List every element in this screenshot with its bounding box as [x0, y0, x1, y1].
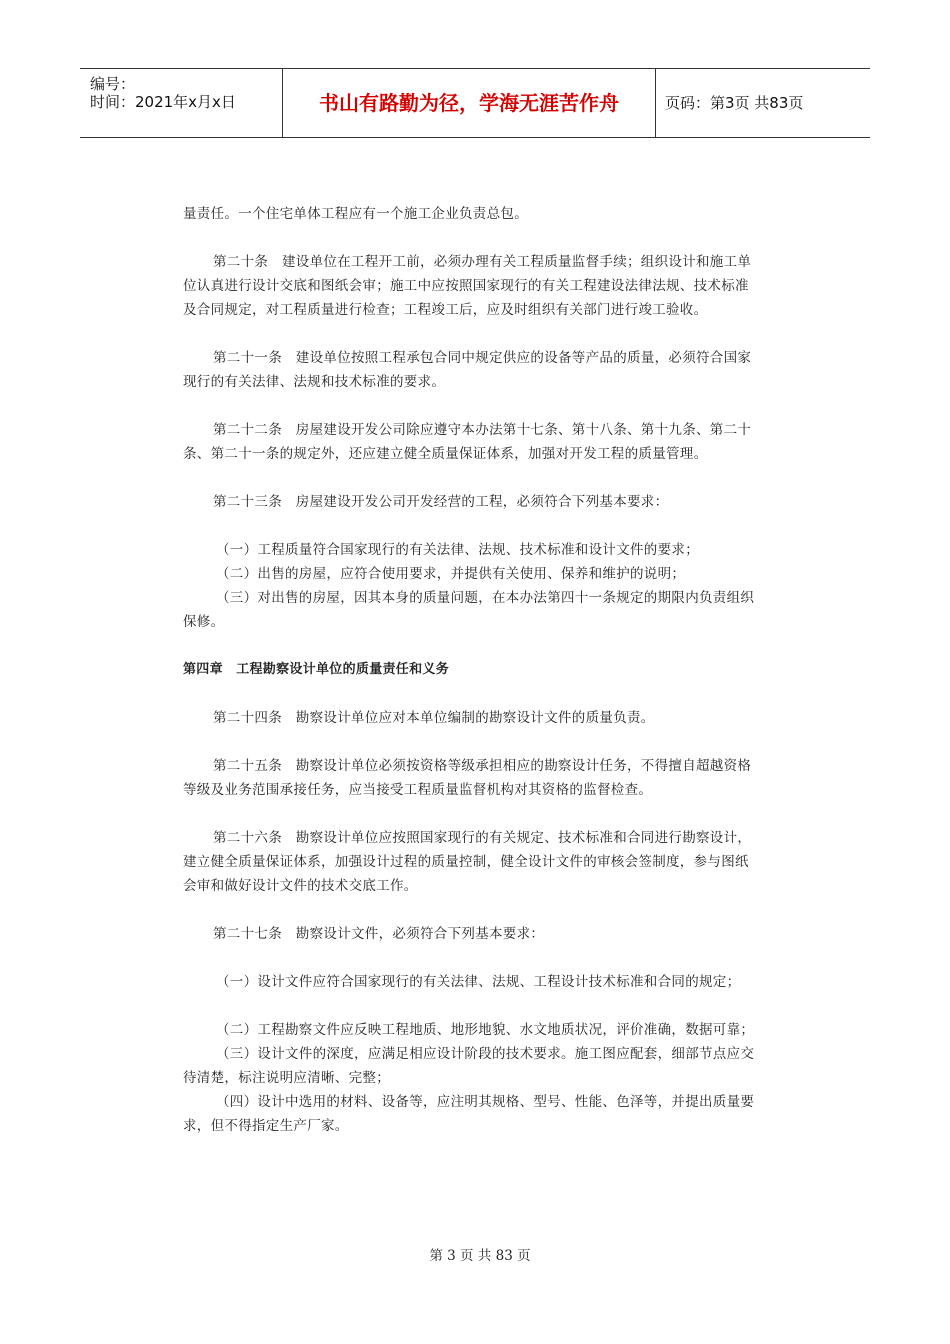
list-item: （一）工程质量符合国家现行的有关法律、法规、技术标准和设计文件的要求；	[216, 542, 699, 558]
article-27: 第二十七条 勘察设计文件，必须符合下列基本要求：	[213, 926, 545, 942]
footer-page-number: 第 3 页 共 83 页	[429, 1248, 531, 1264]
document-body	[183, 202, 761, 1138]
header-motto: 书山有路勤为径，学海无涯苦作舟	[282, 69, 656, 137]
header-page-number: 页码：第3页 共83页	[665, 94, 804, 112]
page-footer	[0, 1244, 950, 1264]
article-22: 第二十二条 房屋建设开发公司除应遵守本办法第十七条、第十八条、第十九条、第二十条、第二十一条的规定外，还应建立健全质量保证体系，加强对开发工程的质量管理。	[183, 422, 752, 462]
document-number-label: 编号：	[90, 75, 136, 93]
list-item: （一）设计文件应符合国家现行的有关法律、法规、工程设计技术标准和合同的规定；	[216, 974, 741, 990]
article-20: 第二十条 建设单位在工程开工前，必须办理有关工程质量监督手续；组织设计和施工单位认真进行设计交底和图纸会审；施工中应按照国家现行的有关工程建设法律法规、技术标准及合同规定，对工程质量进行检查；工程竣工后，应及时组织有关部门进行竣工验收。	[183, 254, 752, 318]
document-date: 时间：2021年x月x日	[90, 93, 236, 111]
list-item: （三）设计文件的深度，应满足相应设计阶段的技术要求。施工图应配套，细部节点应交待清楚，标注说明应清晰、完整；	[183, 1046, 755, 1086]
article-24: 第二十四条 勘察设计单位应对本单位编制的勘察设计文件的质量负责。	[213, 710, 655, 726]
article-21: 第二十一条 建设单位按照工程承包合同中规定供应的设备等产品的质量，必须符合国家现行的有关法律、法规和技术标准的要求。	[183, 350, 752, 390]
list-item: （二）工程勘察文件应反映工程地质、地形地貌、水文地质状况，评价准确，数据可靠；	[216, 1022, 755, 1038]
article-23: 第二十三条 房屋建设开发公司开发经营的工程，必须符合下列基本要求：	[213, 494, 669, 510]
header-meta	[80, 69, 282, 137]
list-item: （四）设计中选用的材料、设备等，应注明其规格、型号、性能、色泽等，并提出质量要求，但不得指定生产厂家。	[183, 1094, 755, 1134]
header-page-info	[655, 69, 870, 137]
article-26: 第二十六条 勘察设计单位应按照国家现行的有关规定、技术标准和合同进行勘察设计，建立健全质量保证体系，加强设计过程的质量控制，健全设计文件的审核会签制度，参与图纸会审和做好设计文件的技术交底工作。	[183, 830, 752, 894]
list-item: （三）对出售的房屋，因其本身的质量问题，在本办法第四十一条规定的期限内负责组织保修。	[183, 590, 755, 630]
paragraph: 量责任。一个住宅单体工程应有一个施工企业负责总包。	[183, 206, 528, 222]
page-header	[80, 68, 870, 138]
list-item: （二）出售的房屋，应符合使用要求，并提供有关使用、保养和维护的说明；	[216, 566, 686, 582]
article-25: 第二十五条 勘察设计单位必须按资格等级承担相应的勘察设计任务，不得擅自超越资格等级及业务范围承接任务，应当接受工程质量监督机构对其资格的监督检查。	[183, 758, 752, 798]
chapter-heading: 第四章 工程勘察设计单位的质量责任和义务	[183, 662, 450, 677]
